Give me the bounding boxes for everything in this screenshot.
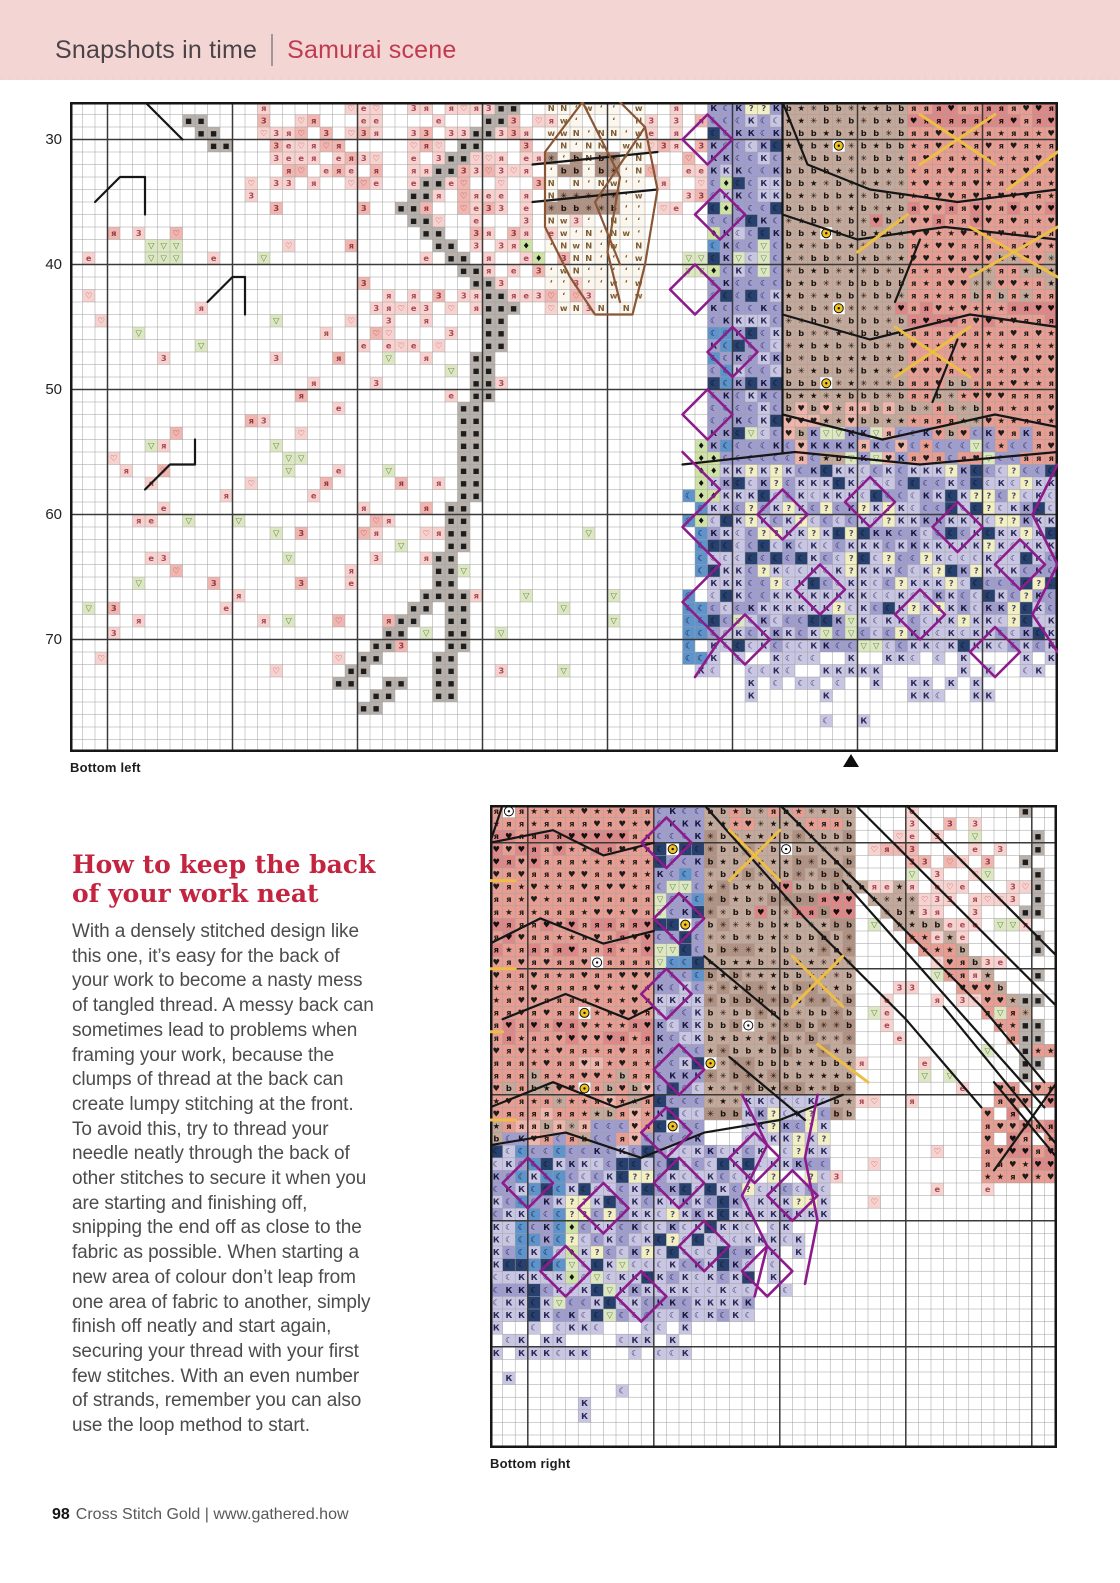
article-body: With a densely stitched design like this one, it’s easy for the back of your work to become a nasty mess of tangled thread. A messy back can sometimes lead to problems when framing your work, because the clumps of thread at the back can create lumpy stitching at the front. To avoid this, try to thread your needle neatly through the back of other stitches to secure it when you are starting and finishing off, snipping the end off as close to the fabric as possible. When starting a new area of colour don’t leap from one area of fabric to another, simply finish off neatly and start again, securing your thread with your first few stitches. With an even number of strands, remember you can also use the loop method to start. bbox=[72, 921, 374, 1437]
chart-bottom-right bbox=[490, 805, 1057, 1448]
article bbox=[72, 850, 378, 1439]
center-marker-icon bbox=[843, 754, 859, 767]
header bbox=[55, 34, 456, 66]
footer-magazine-text: Cross Stitch Gold | www.gathered.how bbox=[75, 1506, 349, 1523]
row-axis-label-30: 30 bbox=[45, 130, 62, 148]
article-heading bbox=[72, 850, 378, 908]
page-title: Samurai scene bbox=[287, 35, 457, 64]
row-axis-label-40: 40 bbox=[45, 255, 62, 273]
footer-page-number: 98 bbox=[52, 1506, 70, 1523]
footer bbox=[52, 1506, 349, 1524]
row-axis-label-70: 70 bbox=[45, 630, 62, 648]
title-divider-bar bbox=[271, 34, 273, 66]
article-heading-line2: of your work neat bbox=[72, 879, 319, 908]
chart-bottom-right-caption: Bottom right bbox=[490, 1456, 571, 1471]
header-band bbox=[0, 0, 1120, 80]
chart-bottom-right-canvas bbox=[490, 805, 1057, 1448]
chart-bottom-left-caption: Bottom left bbox=[70, 760, 141, 775]
chart-bottom-left-canvas bbox=[70, 102, 1058, 752]
row-axis-label-60: 60 bbox=[45, 505, 62, 523]
series-title: Snapshots in time bbox=[55, 35, 258, 64]
article-heading-line1: How to keep the back bbox=[72, 850, 376, 879]
row-axis-label-50: 50 bbox=[45, 380, 62, 398]
chart-bottom-left bbox=[70, 102, 1058, 752]
